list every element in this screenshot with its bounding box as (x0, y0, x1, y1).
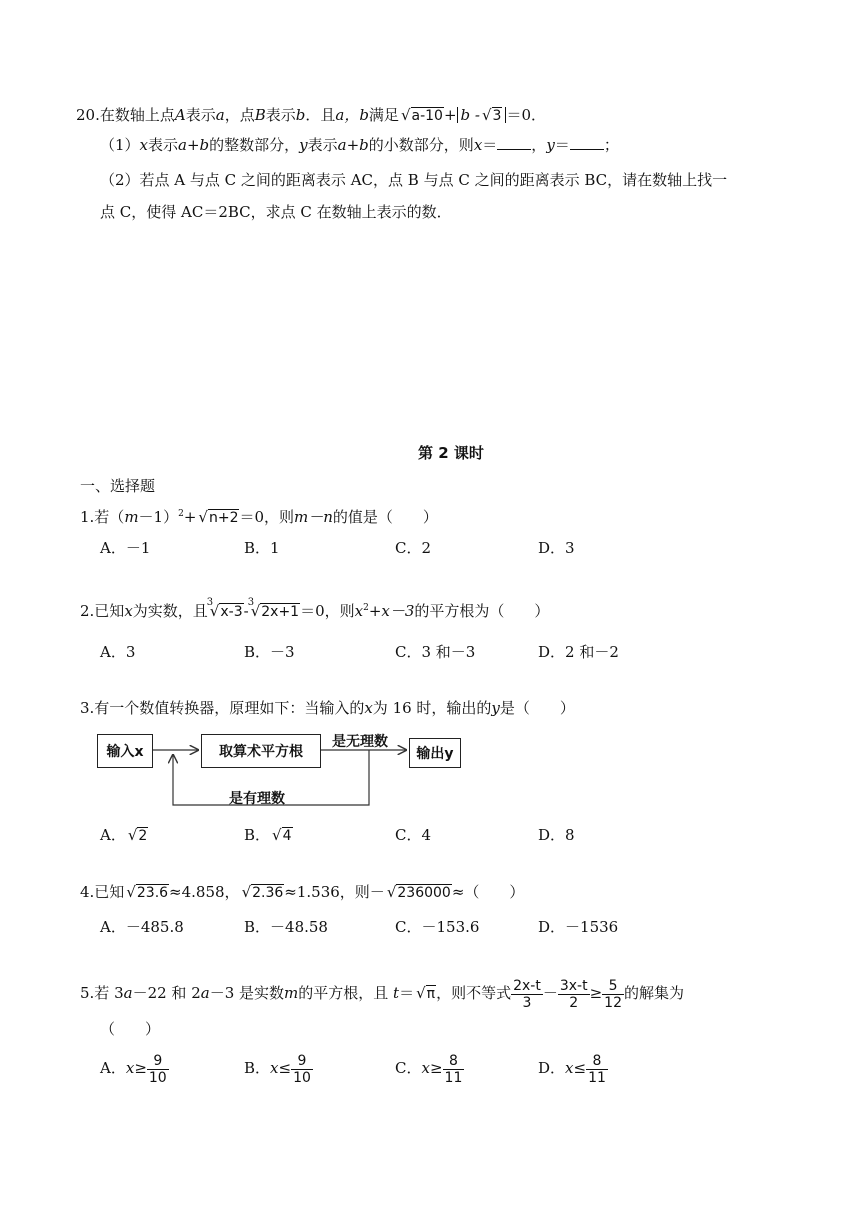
q4-stem: 4.已知 √23.6≈4.858， √2.36≈1.536，则－ √236000≈（ ） (80, 883, 525, 901)
section-title: 第 2 课时 (418, 444, 484, 462)
q1-option-b[interactable]: B．1 (244, 539, 280, 557)
q1-option-d[interactable]: D．3 (538, 539, 575, 557)
q5-option-a[interactable]: A．x≥ $\frac{9}{10}$ (100, 1052, 167, 1086)
q1-option-a[interactable]: A．－1 (100, 539, 151, 557)
q2-option-c[interactable]: C．3 和－3 (395, 643, 476, 661)
q20-stem: 20.在数轴上点A表示a，点B表示b．且a，b满足 √a-10+ b - √3 ＝0． (76, 106, 547, 124)
fraction-1: $\frac{2x-t}{3}$ (513, 977, 541, 1011)
q2-option-a[interactable]: A．3 (100, 643, 136, 661)
q20-part2-line2: 点 C，使得 AC＝2BC，求点 C 在数轴上表示的数． (100, 203, 452, 221)
q3-option-b[interactable]: B． √4 (244, 826, 292, 844)
q5-option-c[interactable]: C．x≥ $\frac{8}{11}$ (395, 1052, 463, 1086)
q2-option-b[interactable]: B．－3 (244, 643, 295, 661)
fraction-2: $\frac{3x-t}{2}$ (559, 977, 588, 1011)
q4-option-a[interactable]: A．－485.8 (100, 918, 184, 936)
q20-part1: （1）x表示a+b的整数部分，y表示a+b的小数部分，则x＝ ，y＝ ； (100, 136, 619, 154)
q20-part2-line1: （2）若点 A 与点 C 之间的距离表示 AC，点 B 与点 C 之间的距离表示 BC，请在数轴上找一 (100, 171, 728, 189)
q3-stem: 3.有一个数值转换器，原理如下：当输入的x为 16 时，输出的y是（ ） (80, 699, 575, 717)
q5-stem: 5.若 3a－22 和 2a－3 是实数m的平方根，且 t＝ √π，则不等式 $\frac{2x-t}{3}$ － $\frac{3x-t}{2}$ ≥ $\frac{5}{12}$ 的解集为 (80, 977, 685, 1011)
cube-root-2: 3 √2x+1 (247, 597, 300, 620)
flow-label-irrational: 是无理数 (332, 734, 388, 750)
q5-option-d[interactable]: D．x≤ $\frac{8}{11}$ (538, 1052, 606, 1086)
flow-label-rational: 是有理数 (229, 791, 285, 807)
flow-sqrt-box: 取算术平方根 (201, 734, 321, 768)
cube-root-1: 3 √x-3 (206, 597, 243, 620)
flow-input-box: 输入x (97, 734, 153, 768)
q3-option-d[interactable]: D．8 (538, 826, 575, 844)
q5-paren: （ ） (100, 1020, 161, 1038)
q4-option-b[interactable]: B．－48.58 (244, 918, 328, 936)
sqrt-a-minus-10: √a-10 (400, 106, 443, 124)
q4-option-d[interactable]: D．－1536 (538, 918, 619, 936)
part-title: 一、选择题 (80, 477, 156, 495)
flow-output-box: 输出y (409, 738, 461, 768)
q2-option-d[interactable]: D．2 和－2 (538, 643, 619, 661)
q4-option-c[interactable]: C．－153.6 (395, 918, 480, 936)
q2-stem: 2.已知x为实数，且 3 √x-3- 3 √2x+1＝0，则$x^2+x-3$的平方根为（ ） (80, 597, 550, 620)
q1-stem: 1.若$(m-1)^2+ √n+2=0$，则m－n的值是（ ） (80, 508, 438, 526)
q3-option-a[interactable]: A． √2 (100, 826, 148, 844)
q5-option-b[interactable]: B．x≤ $\frac{9}{10}$ (244, 1052, 311, 1086)
fraction-3: $\frac{5}{12}$ (604, 977, 622, 1011)
q1-option-c[interactable]: C．2 (395, 539, 432, 557)
abs-value: b - √3 (457, 107, 507, 123)
q3-option-c[interactable]: C．4 (395, 826, 432, 844)
